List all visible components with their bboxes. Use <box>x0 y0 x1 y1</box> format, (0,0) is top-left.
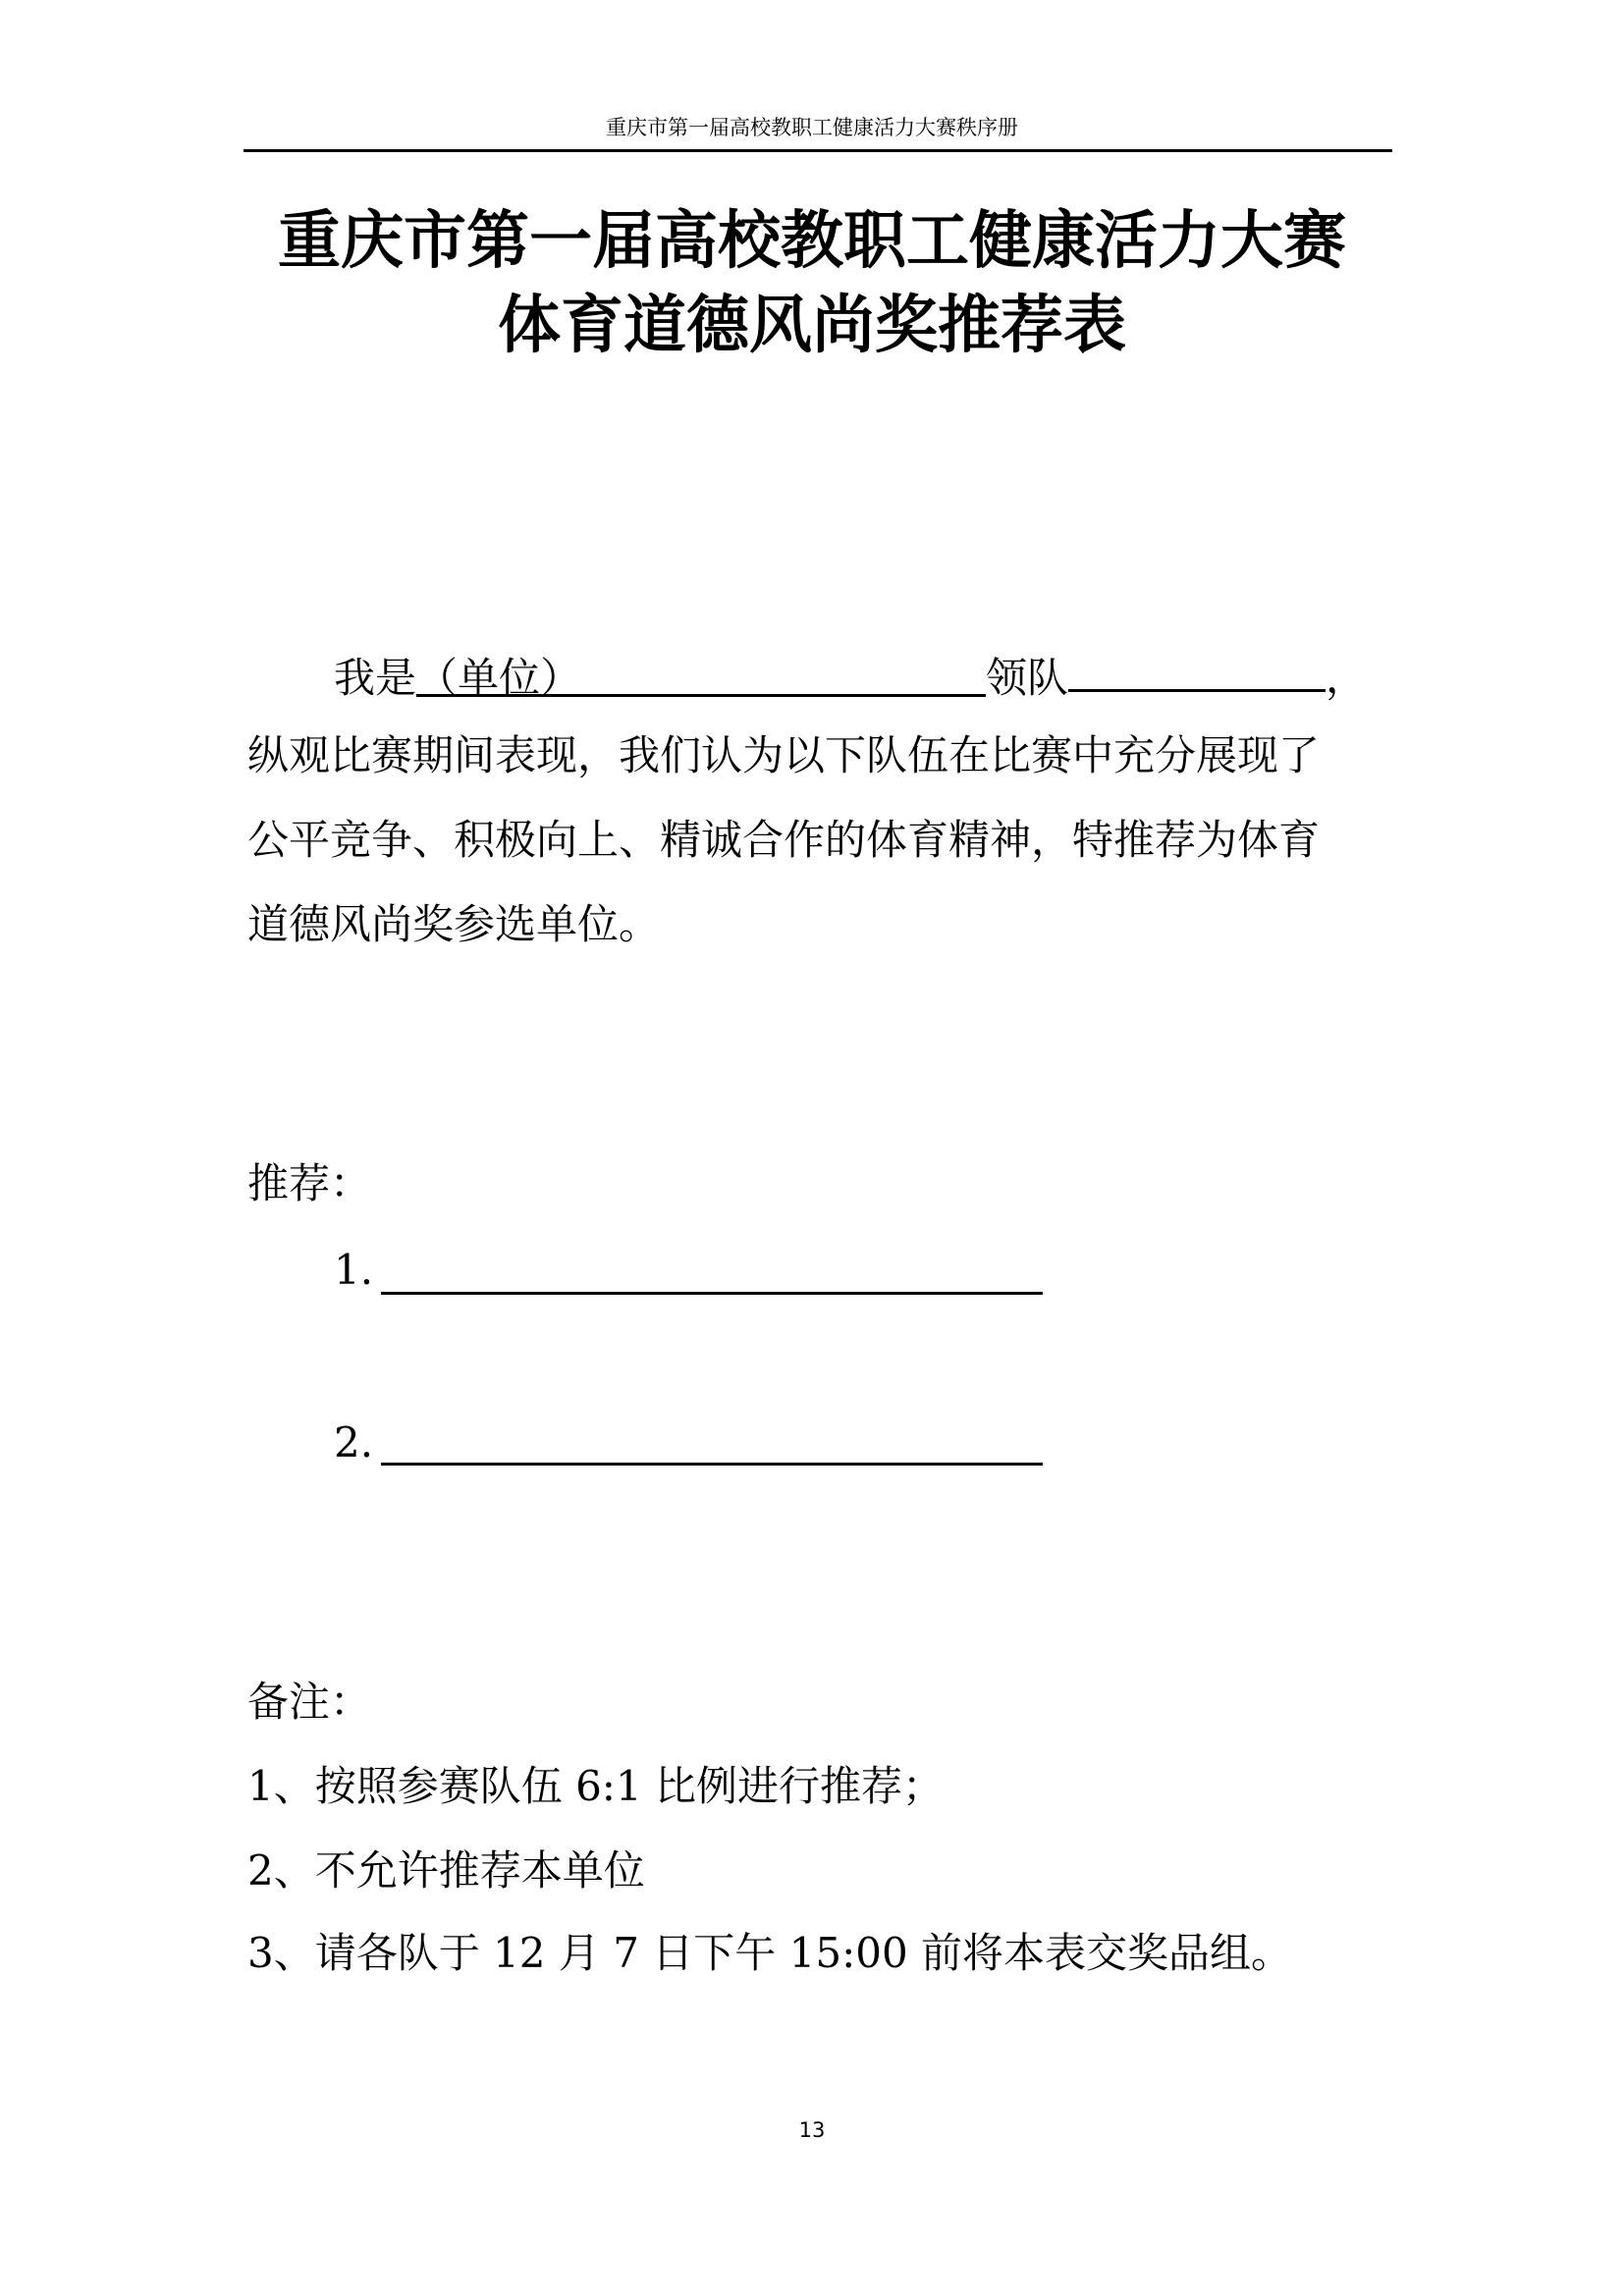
note-item-3: 3、请各队于 12 月 7 日下午 15:00 前将本表交奖品组。 <box>247 1929 1293 1977</box>
recommend-item-2-number: 2. <box>334 1418 374 1467</box>
statement-line4: 道德风尚奖参选单位。 <box>247 900 661 948</box>
notes-label: 备注： <box>247 1678 372 1726</box>
header-divider <box>244 149 1392 152</box>
note-item-1: 1、按照参赛队伍 6:1 比例进行推荐； <box>247 1762 945 1810</box>
leader-field[interactable] <box>1068 646 1326 692</box>
page-number: 13 <box>798 2118 826 2142</box>
note-item-2: 2、不允许推荐本单位 <box>247 1846 645 1895</box>
recommend-label: 推荐： <box>247 1159 372 1207</box>
unit-field[interactable] <box>416 651 986 702</box>
statement-comma: ， <box>1326 654 1368 702</box>
statement-line2: 纵观比赛期间表现，我们认为以下队伍在比赛中充分展现了 <box>247 731 1321 779</box>
statement-line1 <box>334 646 1367 706</box>
statement-line3: 公平竞争、积极向上、精诚合作的体育精神，特推荐为体育 <box>247 816 1321 864</box>
document-title-line2: 体育道德风尚奖推荐表 <box>498 289 1126 362</box>
statement-prefix: 我是 <box>334 654 417 702</box>
running-header: 重庆市第一届高校教职工健康活力大赛秩序册 <box>606 116 1018 139</box>
document-title-line1: 重庆市第一届高校教职工健康活力大赛 <box>278 204 1346 278</box>
recommend-item-2-field[interactable] <box>381 1463 1043 1466</box>
leader-label: 领队 <box>986 654 1069 702</box>
recommend-item-1-field[interactable] <box>381 1292 1043 1295</box>
unit-label: （单位） <box>416 654 582 702</box>
recommend-item-1-number: 1. <box>334 1246 374 1294</box>
